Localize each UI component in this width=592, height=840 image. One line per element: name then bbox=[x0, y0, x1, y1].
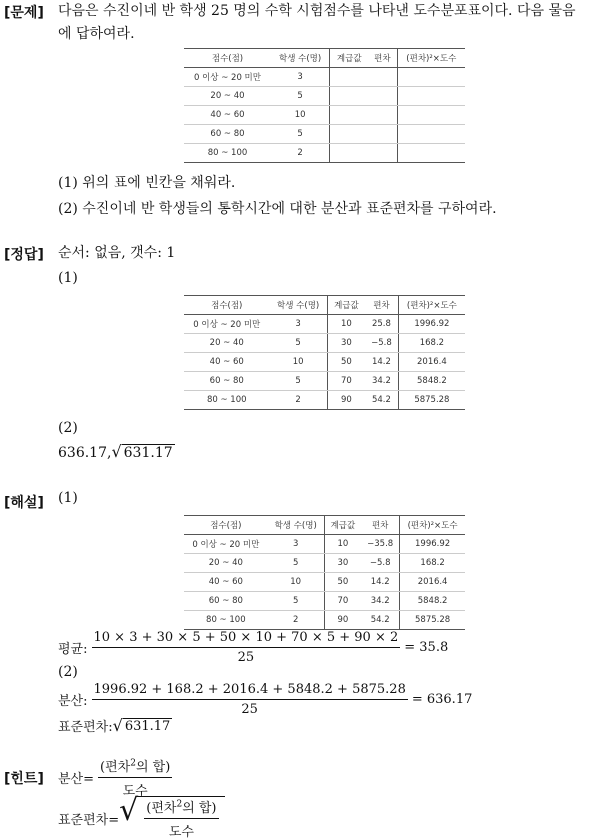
answer-part-2: (2) bbox=[58, 420, 78, 436]
table-row bbox=[184, 535, 465, 554]
table-cell: −5.8 bbox=[361, 554, 400, 573]
table-cell: 10 bbox=[268, 573, 325, 592]
mean-label: 평균: bbox=[58, 642, 88, 657]
table-row bbox=[184, 68, 465, 87]
table-cell: 30 bbox=[324, 554, 361, 573]
problem-text: 다음은 수진이네 반 학생 25 명의 수학 시험점수를 나타낸 도수분포표이다. 다음 물음에 답하여라. bbox=[58, 3, 576, 42]
table-cell: −35.8 bbox=[361, 535, 400, 554]
table-header: 계급값 bbox=[324, 516, 361, 535]
variance-result: = 636.17 bbox=[411, 692, 473, 707]
table-row bbox=[184, 573, 465, 592]
table-cell bbox=[330, 68, 368, 87]
mean-numerator: 10 × 3 + 30 × 5 + 50 × 10 + 70 × 5 + 90 × 2 bbox=[92, 630, 401, 648]
table-cell: 2 bbox=[270, 391, 328, 410]
table-cell: 40 ~ 60 bbox=[184, 106, 271, 125]
table-cell: 0 이상 ~ 20 미만 bbox=[184, 68, 271, 87]
table-row bbox=[184, 611, 465, 630]
table-cell: 5 bbox=[268, 592, 325, 611]
sd-label: 표준편차: bbox=[58, 720, 113, 735]
answer-sqrt-value: 631.17 bbox=[123, 445, 173, 461]
answer-part-1: (1) bbox=[58, 270, 78, 286]
table-cell: 90 bbox=[327, 391, 365, 410]
hint-sd-label: 표준편차= bbox=[58, 812, 120, 828]
table-row bbox=[184, 334, 465, 353]
table-cell: 10 bbox=[271, 106, 330, 125]
table-header: 점수(점) bbox=[184, 296, 270, 315]
mean-denominator: 25 bbox=[237, 650, 255, 665]
table-cell bbox=[397, 87, 465, 106]
table-cell: 2 bbox=[271, 144, 330, 163]
variance-numerator: 1996.92 + 168.2 + 2016.4 + 5848.2 + 5875.28 bbox=[92, 682, 408, 700]
hint-variance-label: 분산= bbox=[58, 772, 95, 787]
table-cell: 5 bbox=[271, 125, 330, 144]
answer-sqrt bbox=[111, 444, 174, 461]
table-cell: 0 이상 ~ 20 미만 bbox=[184, 315, 270, 334]
table-header: 계급값 bbox=[327, 296, 365, 315]
table-cell: 54.2 bbox=[361, 611, 400, 630]
table-cell: 60 ~ 80 bbox=[184, 592, 268, 611]
hint-variance-num-b: 의 합) bbox=[135, 760, 171, 775]
table-row bbox=[184, 554, 465, 573]
table-row bbox=[184, 353, 465, 372]
table-header: 편차 bbox=[368, 49, 397, 68]
table-cell bbox=[397, 106, 465, 125]
table-cell: 50 bbox=[327, 353, 365, 372]
hint-sd-num-b: 의 합) bbox=[182, 801, 217, 816]
table-cell: 14.2 bbox=[361, 573, 400, 592]
hint-sd bbox=[58, 793, 225, 840]
table-header: 편차 bbox=[361, 516, 400, 535]
table-row bbox=[184, 87, 465, 106]
table-cell: 50 bbox=[324, 573, 361, 592]
table-cell bbox=[397, 144, 465, 163]
table-header: (편차)²×도수 bbox=[397, 49, 465, 68]
table-cell: 5 bbox=[270, 334, 328, 353]
variance-denominator: 25 bbox=[241, 702, 258, 717]
table-cell: 10 bbox=[270, 353, 328, 372]
table-row bbox=[184, 372, 465, 391]
table-cell bbox=[330, 87, 368, 106]
table-cell: 80 ~ 100 bbox=[184, 144, 271, 163]
table-row bbox=[184, 391, 465, 410]
answer-tag: [정답] bbox=[4, 247, 44, 263]
table-header: 편차 bbox=[365, 296, 398, 315]
hint-variance bbox=[58, 756, 176, 799]
mean-fraction bbox=[92, 630, 401, 665]
table-cell: 80 ~ 100 bbox=[184, 611, 268, 630]
mean-formula bbox=[58, 630, 448, 665]
hint-sd-fraction bbox=[144, 797, 218, 840]
table-cell: 34.2 bbox=[365, 372, 398, 391]
table-cell bbox=[368, 144, 397, 163]
table-cell: 14.2 bbox=[365, 353, 398, 372]
hint-variance-den: 도수 bbox=[122, 784, 148, 799]
table-cell: 40 ~ 60 bbox=[184, 573, 268, 592]
answer-meta: 순서: 없음, 갯수: 1 bbox=[58, 245, 176, 261]
answer-result bbox=[58, 444, 175, 461]
hint-sd-num-a: (편차 bbox=[146, 801, 177, 816]
hint-sd-den: 도수 bbox=[168, 825, 194, 840]
solution-frequency-table bbox=[184, 515, 465, 630]
table-header: (편차)²×도수 bbox=[398, 296, 465, 315]
table-cell bbox=[397, 125, 465, 144]
table-header: 학생 수(명) bbox=[268, 516, 325, 535]
table-cell: 25.8 bbox=[365, 315, 398, 334]
sd-sqrt bbox=[112, 715, 173, 735]
answer-frequency-table bbox=[184, 295, 465, 410]
table-cell: 10 bbox=[327, 315, 365, 334]
variance-fraction bbox=[92, 682, 408, 717]
hint-tag: [힌트] bbox=[4, 771, 44, 787]
table-cell bbox=[397, 68, 465, 87]
question-1: (1) 위의 표에 빈칸을 채워라. bbox=[58, 175, 236, 191]
table-header: 학생 수(명) bbox=[271, 49, 330, 68]
table-cell: 2016.4 bbox=[400, 573, 465, 592]
table-cell bbox=[330, 144, 368, 163]
table-cell bbox=[368, 125, 397, 144]
table-cell: 2 bbox=[268, 611, 325, 630]
table-row bbox=[184, 106, 465, 125]
table-cell: 70 bbox=[327, 372, 365, 391]
table-cell: 3 bbox=[271, 68, 330, 87]
table-cell: 1996.92 bbox=[400, 535, 465, 554]
table-cell: 5848.2 bbox=[398, 372, 465, 391]
table-cell: 80 ~ 100 bbox=[184, 391, 270, 410]
sqrt-icon: √ bbox=[112, 715, 123, 735]
hint-variance-num-a: (편차 bbox=[100, 760, 131, 775]
table-cell: 5 bbox=[270, 372, 328, 391]
table-cell: 60 ~ 80 bbox=[184, 372, 270, 391]
table-cell: 3 bbox=[270, 315, 328, 334]
solution-part-2: (2) bbox=[58, 664, 78, 680]
table-cell: 0 이상 ~ 20 미만 bbox=[184, 535, 268, 554]
table-row bbox=[184, 592, 465, 611]
table-header: 계급값 bbox=[330, 49, 368, 68]
table-cell: 5875.28 bbox=[400, 611, 465, 630]
table-cell: −5.8 bbox=[365, 334, 398, 353]
table-cell: 168.2 bbox=[400, 554, 465, 573]
table-row bbox=[184, 125, 465, 144]
table-header: (편차)²×도수 bbox=[400, 516, 465, 535]
table-cell: 54.2 bbox=[365, 391, 398, 410]
table-cell: 20 ~ 40 bbox=[184, 554, 268, 573]
table-header: 학생 수(명) bbox=[270, 296, 328, 315]
blank-frequency-table bbox=[184, 48, 465, 163]
table-cell bbox=[368, 68, 397, 87]
hint-sup: 2 bbox=[176, 799, 183, 810]
table-cell: 3 bbox=[268, 535, 325, 554]
answer-result-value: 636.17, bbox=[58, 444, 112, 461]
table-cell bbox=[330, 106, 368, 125]
table-cell: 168.2 bbox=[398, 334, 465, 353]
variance-label: 분산: bbox=[58, 694, 88, 709]
problem-tag: [문제] bbox=[4, 5, 44, 21]
table-cell bbox=[368, 87, 397, 106]
hint-sup: 2 bbox=[130, 758, 136, 769]
table-cell: 90 bbox=[324, 611, 361, 630]
table-cell: 5875.28 bbox=[398, 391, 465, 410]
table-cell: 5848.2 bbox=[400, 592, 465, 611]
question-2: (2) 수진이네 반 학생들의 통학시간에 대한 분산과 표준편차를 구하여라. bbox=[58, 201, 497, 217]
table-cell: 2016.4 bbox=[398, 353, 465, 372]
table-header: 점수(점) bbox=[184, 49, 271, 68]
table-cell bbox=[330, 125, 368, 144]
hint-sd-sqrt bbox=[119, 793, 224, 840]
sd-formula bbox=[58, 716, 172, 735]
table-cell: 20 ~ 40 bbox=[184, 87, 271, 106]
solution-tag: [해설] bbox=[4, 495, 44, 511]
sd-sqrt-value: 631.17 bbox=[124, 718, 171, 734]
variance-formula bbox=[58, 682, 472, 717]
solution-part-1: (1) bbox=[58, 490, 78, 506]
table-cell: 30 bbox=[327, 334, 365, 353]
table-cell: 20 ~ 40 bbox=[184, 334, 270, 353]
sqrt-icon: √ bbox=[119, 793, 139, 828]
table-cell: 5 bbox=[271, 87, 330, 106]
table-cell bbox=[368, 106, 397, 125]
table-row bbox=[184, 144, 465, 163]
table-cell: 10 bbox=[324, 535, 361, 554]
table-cell: 1996.92 bbox=[398, 315, 465, 334]
table-header: 점수(점) bbox=[184, 516, 268, 535]
sqrt-icon: √ bbox=[111, 442, 122, 461]
table-cell: 5 bbox=[268, 554, 325, 573]
table-cell: 34.2 bbox=[361, 592, 400, 611]
table-row bbox=[184, 315, 465, 334]
table-cell: 60 ~ 80 bbox=[184, 125, 271, 144]
table-cell: 70 bbox=[324, 592, 361, 611]
table-cell: 40 ~ 60 bbox=[184, 353, 270, 372]
mean-result: = 35.8 bbox=[404, 640, 449, 655]
